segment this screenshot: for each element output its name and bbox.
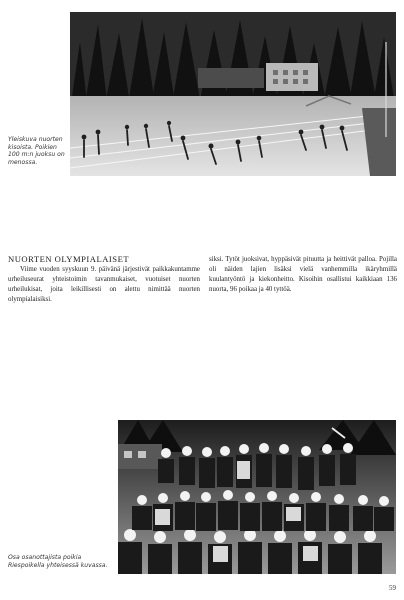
article-left-paragraph: Viime vuoden syyskuun 9. päivänä järjestivät paikkakuntamme urheiluseurat yhteistoimin tavanmukaiset, vuotuiset nuorten urheilukisat, joita leikillisesti on alettu nimittää nuorten olympialaisiksi. xyxy=(8,266,200,304)
group-photo-caption: Osa osanottajista poikia Riespoikella yhteisessä kuvassa. xyxy=(8,554,108,569)
page-number: 59 xyxy=(389,584,396,592)
article-right-column xyxy=(209,255,397,295)
sports-field-photo xyxy=(70,12,396,176)
group-photo xyxy=(118,420,396,574)
article-left-column xyxy=(8,265,200,305)
article-title: NUORTEN OLYMPIALAISET xyxy=(8,254,130,264)
sports-field-photo-caption: Yleiskuva nuorten kisoista. Poikien 100 m:n juoksu on menossa. xyxy=(8,136,65,166)
article-right-paragraph: siksi. Tytöt juoksivat, hyppäsivät pituutta ja heittivät palloa. Pojilla oli näiden lajien lisäksi vielä vanhemmilla ikäryhmillä kuulantyöntö ja kiekonheitto. Kisoihin osallistui kaikkiaan 136 nuorta, 96 poikaa ja 40 tyttöä. xyxy=(209,256,397,294)
